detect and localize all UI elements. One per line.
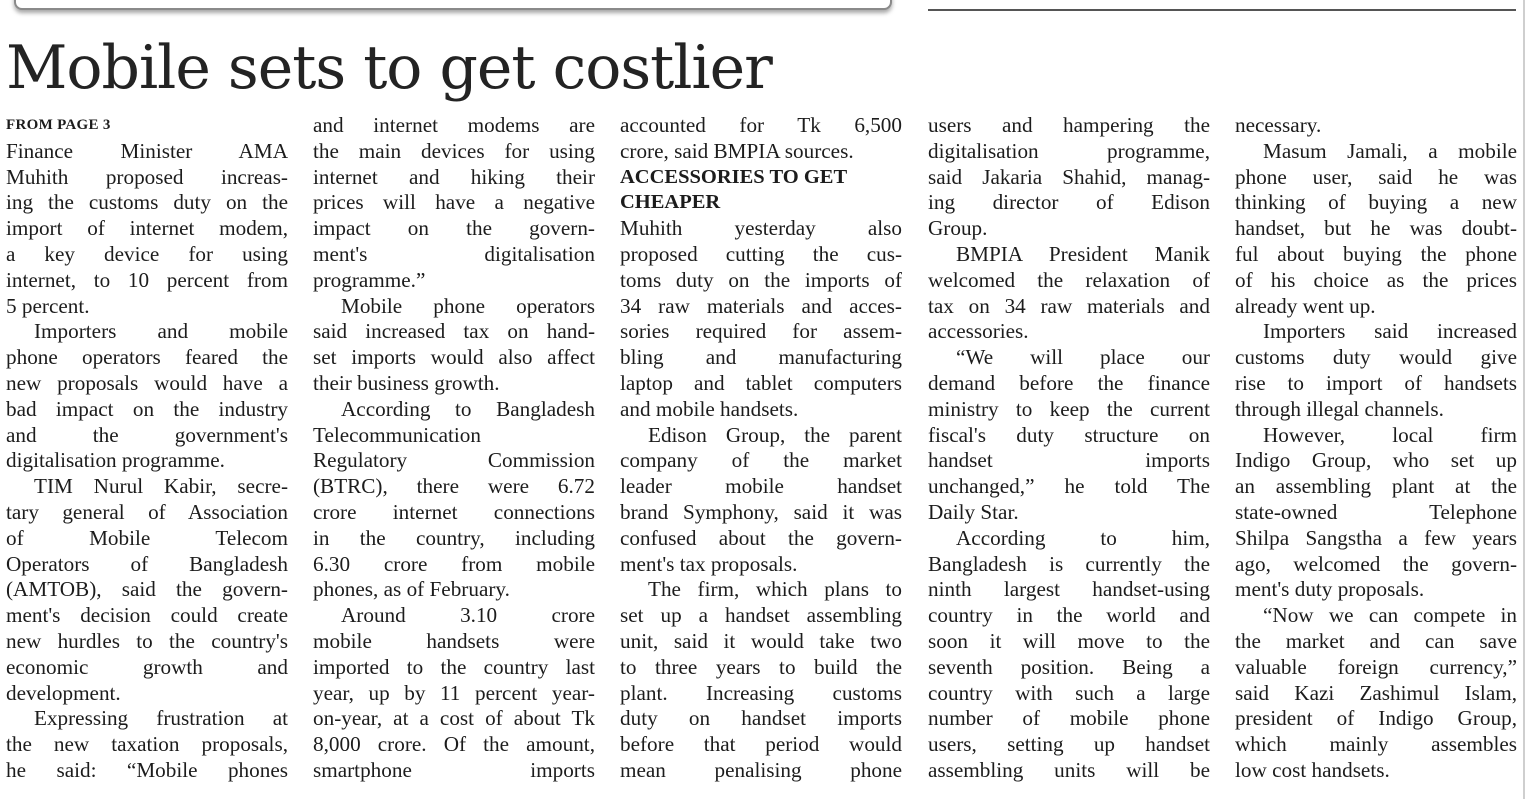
text-line: rise to import of handsets bbox=[1235, 370, 1517, 395]
text-line: which mainly assembles bbox=[1235, 732, 1517, 757]
text-line: phone user, said he was bbox=[1235, 164, 1517, 189]
text-line: tary general of Association bbox=[6, 499, 288, 524]
text-line: duty on handset imports bbox=[620, 706, 902, 731]
text-line: said increased tax on hand- bbox=[313, 319, 595, 344]
text-line: bling and manufacturing bbox=[620, 345, 902, 370]
text-line: users and hampering the bbox=[928, 113, 1210, 137]
text-line: handset, but he was doubt- bbox=[1235, 216, 1517, 241]
text-line: ment's digitalisation bbox=[313, 241, 595, 266]
text-line: Importers and mobile bbox=[34, 319, 288, 344]
text-line: to three years to build the bbox=[620, 654, 902, 679]
subhead: CHEAPER bbox=[620, 191, 721, 214]
text-line: Around 3.10 crore bbox=[341, 603, 595, 628]
text-line: and the government's bbox=[6, 422, 288, 447]
text-line: state-owned Telephone bbox=[1235, 499, 1517, 524]
text-line: Daily Star. bbox=[928, 499, 1019, 524]
text-line: crore internet connections bbox=[313, 499, 595, 524]
text-line: set imports would also affect bbox=[313, 345, 595, 370]
text-line: and mobile handsets. bbox=[620, 396, 799, 421]
text-line: their business growth. bbox=[313, 370, 500, 395]
text-line: country with such a large bbox=[928, 680, 1210, 705]
text-line: mobile handsets were bbox=[313, 628, 595, 653]
text-line: leader mobile handset bbox=[620, 474, 902, 499]
text-line: welcomed the relaxation of bbox=[928, 267, 1210, 292]
text-line: on-year, at a cost of about Tk bbox=[313, 706, 595, 731]
article-column-2 bbox=[313, 113, 595, 784]
text-line: customs duty would give bbox=[1235, 345, 1517, 370]
text-line: toms duty on the imports of bbox=[620, 267, 902, 292]
text-line: ninth largest handset-using bbox=[928, 577, 1210, 602]
text-line: Regulatory Commission bbox=[313, 448, 595, 473]
text-line: already went up. bbox=[1235, 293, 1376, 318]
text-line: country in the world and bbox=[928, 603, 1210, 628]
text-line: Operators of Bangladesh bbox=[6, 551, 288, 576]
text-line: accounted for Tk 6,500 bbox=[620, 113, 902, 137]
text-line: prices will have a negative bbox=[313, 190, 595, 215]
text-line: the new taxation proposals, bbox=[6, 732, 288, 757]
section-rule bbox=[928, 9, 1516, 11]
text-line: of Mobile Telecom bbox=[6, 525, 288, 550]
text-line: Telecommunication bbox=[313, 422, 481, 447]
text-line: in the country, including bbox=[313, 525, 595, 550]
text-line: 8,000 crore. Of the amount, bbox=[313, 732, 595, 757]
text-line: ment's tax proposals. bbox=[620, 551, 798, 576]
text-line: TIM Nurul Kabir, secre- bbox=[34, 474, 288, 499]
text-line: year, up by 11 percent year- bbox=[313, 680, 595, 705]
text-line: Mobile phone operators bbox=[341, 293, 595, 318]
text-line: 6.30 crore from mobile bbox=[313, 551, 595, 576]
text-line: Muhith proposed increas- bbox=[6, 164, 288, 189]
text-line: tax on 34 raw materials and bbox=[928, 293, 1210, 318]
text-line: 5 percent. bbox=[6, 293, 90, 318]
text-line: smartphone imports bbox=[313, 757, 595, 782]
text-line: Muhith yesterday also bbox=[620, 216, 902, 241]
text-line: an assembling plant at the bbox=[1235, 474, 1517, 499]
text-line: through illegal channels. bbox=[1235, 396, 1444, 421]
text-line: the market and can save bbox=[1235, 628, 1517, 653]
text-line: the main devices for using bbox=[313, 138, 595, 163]
text-line: soon it will move to the bbox=[928, 628, 1210, 653]
text-line: ago, welcomed the govern- bbox=[1235, 551, 1517, 576]
text-line: unchanged,” he told The bbox=[928, 474, 1210, 499]
text-line: company of the market bbox=[620, 448, 902, 473]
text-line: Edison Group, the parent bbox=[648, 422, 902, 447]
text-line: necessary. bbox=[1235, 113, 1322, 137]
text-line: he said: “Mobile phones bbox=[6, 757, 288, 782]
text-line: Finance Minister AMA bbox=[6, 138, 288, 163]
text-line: programme.” bbox=[313, 267, 426, 292]
text-line: before that period would bbox=[620, 732, 902, 757]
text-line: ment's duty proposals. bbox=[1235, 577, 1425, 602]
text-line: However, local firm bbox=[1263, 422, 1517, 447]
text-line: internet, to 10 percent from bbox=[6, 267, 288, 292]
text-line: unit, said it would take two bbox=[620, 628, 902, 653]
text-line: said Kazi Zashimul Islam, bbox=[1235, 680, 1517, 705]
text-line: mean penalising phone bbox=[620, 757, 902, 782]
text-line: Bangladesh is currently the bbox=[928, 551, 1210, 576]
text-line: users, setting up handset bbox=[928, 732, 1210, 757]
text-line: ing director of Edison bbox=[928, 190, 1210, 215]
kicker: FROM PAGE 3 bbox=[6, 117, 111, 133]
text-line: assembling units will be bbox=[928, 757, 1210, 782]
text-line: of his choice as the prices bbox=[1235, 267, 1517, 292]
text-line: Indigo Group, who set up bbox=[1235, 448, 1517, 473]
text-line: plant. Increasing customs bbox=[620, 680, 902, 705]
text-line: digitalisation programme. bbox=[6, 448, 225, 473]
text-line: sories required for assem- bbox=[620, 319, 902, 344]
text-line: and internet modems are bbox=[313, 113, 595, 137]
text-line: set up a handset assembling bbox=[620, 603, 902, 628]
text-line: ment's decision could create bbox=[6, 603, 288, 628]
text-line: ing the customs duty on the bbox=[6, 190, 288, 215]
text-line: impact on the govern- bbox=[313, 216, 595, 241]
text-line: “We will place our bbox=[956, 345, 1210, 370]
text-line: Shilpa Sangstha a few years bbox=[1235, 525, 1517, 550]
text-line: president of Indigo Group, bbox=[1235, 706, 1517, 731]
text-line: Importers said increased bbox=[1263, 319, 1517, 344]
text-line: crore, said BMPIA sources. bbox=[620, 138, 854, 163]
text-line: import of internet modem, bbox=[6, 216, 288, 241]
text-line: (BTRC), there were 6.72 bbox=[313, 474, 595, 499]
text-line: ministry to keep the current bbox=[928, 396, 1210, 421]
text-line: “Now we can compete in bbox=[1263, 603, 1517, 628]
text-line: phone operators feared the bbox=[6, 345, 288, 370]
text-line: (AMTOB), said the govern- bbox=[6, 577, 288, 602]
page-edge bbox=[1523, 0, 1525, 799]
text-line: number of mobile phone bbox=[928, 706, 1210, 731]
text-line: new hurdles to the country's bbox=[6, 628, 288, 653]
text-line: demand before the finance bbox=[928, 370, 1210, 395]
text-line: proposed cutting the cus- bbox=[620, 241, 902, 266]
text-line: laptop and tablet computers bbox=[620, 370, 902, 395]
text-line: seventh position. Being a bbox=[928, 654, 1210, 679]
article-column-4 bbox=[928, 113, 1210, 784]
text-line: new proposals would have a bbox=[6, 370, 288, 395]
article-column-1 bbox=[6, 113, 288, 784]
text-line: a key device for using bbox=[6, 241, 288, 266]
subhead: ACCESSORIES TO GET bbox=[620, 165, 848, 188]
article-column-5 bbox=[1235, 113, 1517, 784]
text-line: ful about buying the phone bbox=[1235, 241, 1517, 266]
text-line: confused about the govern- bbox=[620, 525, 902, 550]
text-line: handset imports bbox=[928, 448, 1210, 473]
text-line: 34 raw materials and acces- bbox=[620, 293, 902, 318]
text-line: economic growth and bbox=[6, 654, 288, 679]
text-line: The firm, which plans to bbox=[648, 577, 902, 602]
text-line: valuable foreign currency,” bbox=[1235, 654, 1517, 679]
text-line: BMPIA President Manik bbox=[956, 241, 1210, 266]
text-line: low cost handsets. bbox=[1235, 757, 1390, 782]
previous-story-box-edge bbox=[14, 0, 892, 10]
text-line: accessories. bbox=[928, 319, 1029, 344]
text-line: said Jakaria Shahid, manag- bbox=[928, 164, 1210, 189]
text-line: Group. bbox=[928, 216, 988, 241]
text-line: internet and hiking their bbox=[313, 164, 595, 189]
article-column-3 bbox=[620, 113, 902, 784]
text-line: Expressing frustration at bbox=[34, 706, 288, 731]
text-line: According to Bangladesh bbox=[341, 396, 595, 421]
text-line: fiscal's duty structure on bbox=[928, 422, 1210, 447]
text-line: phones, as of February. bbox=[313, 577, 510, 602]
text-line: thinking of buying a new bbox=[1235, 190, 1517, 215]
text-line: bad impact on the industry bbox=[6, 396, 288, 421]
text-line: Masum Jamali, a mobile bbox=[1263, 138, 1517, 163]
headline: Mobile sets to get costlier bbox=[6, 33, 772, 103]
text-line: brand Symphony, said it was bbox=[620, 499, 902, 524]
text-line: According to him, bbox=[956, 525, 1210, 550]
text-line: digitalisation programme, bbox=[928, 138, 1210, 163]
text-line: development. bbox=[6, 680, 121, 705]
text-line: imported to the country last bbox=[313, 654, 595, 679]
